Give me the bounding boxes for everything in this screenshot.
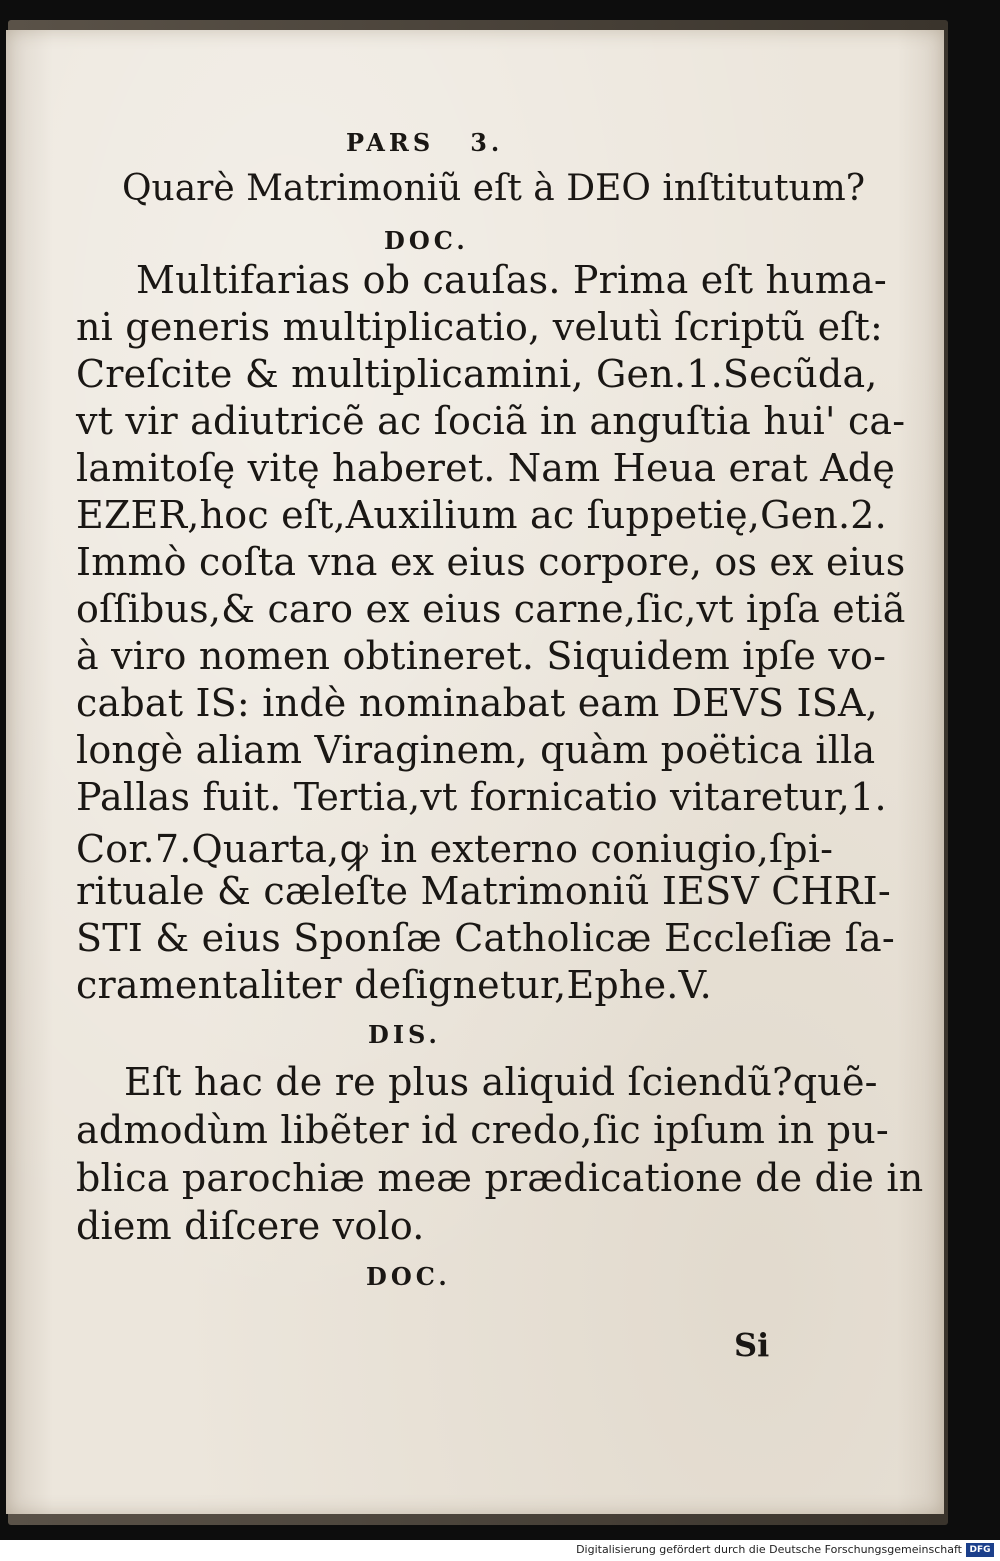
running-header (346, 128, 546, 157)
text-line: rituale & cæleſte Matrimoniũ IESV CHRI- (76, 869, 891, 913)
text-line: Creſcite & multiplicamini, Gen.1.Secũda, (76, 352, 878, 396)
text-line: cramentaliter deſignetur,Ephe.V. (76, 963, 712, 1007)
text-line: blica parochiæ meæ prædicatione de die in (76, 1156, 924, 1200)
text-line: diem diſcere volo. (76, 1204, 425, 1248)
text-line: EZER,hoc eſt,Auxilium ac ſuppetię,Gen.2. (76, 493, 887, 537)
text-line: ni generis multiplicatio, velutì ſcriptũ eſt: (76, 305, 884, 349)
header-number: 3. (470, 128, 504, 157)
text-line: lamitoſę vitę haberet. Nam Heua erat Adę (76, 446, 896, 490)
footer-bar (0, 1540, 1000, 1561)
question-title: Quarè Matrimoniũ eſt à DEO inſtitutum? (122, 168, 866, 209)
text-line: à viro nomen obtineret. Siquidem ipſe vo- (76, 634, 887, 678)
catchword: Si (734, 1326, 770, 1364)
book-page (6, 30, 944, 1514)
text-line: cabat IS: indè nominabat eam DEVS ISA, (76, 681, 878, 725)
header-pars: PARS (346, 128, 435, 157)
text-line: Immò coſta vna ex eius corpore, os ex eius (76, 540, 906, 584)
text-line: Pallas fuit. Tertia,vt fornicatio vitaretur,1. (76, 775, 887, 819)
text-line: STI & eius Sponſæ Catholicæ Eccleſiæ ſa- (76, 916, 895, 960)
text-line: admodùm libẽter id credo,ſic ipſum in pu- (76, 1108, 889, 1152)
text-line: longè aliam Viraginem, quàm poëtica illa (76, 728, 876, 772)
text-line: Multifarias ob cauſas. Prima eſt huma- (136, 258, 887, 302)
text-line: Eſt hac de re plus aliquid ſciendũ?quẽ- (124, 1060, 878, 1104)
speaker-label-doc-2: DOC. (366, 1262, 451, 1291)
dfg-logo[interactable]: DFG (966, 1543, 994, 1557)
text-line: Cor.7.Quarta,ꝙ in externo coniugio,ſpi- (76, 827, 834, 871)
funding-notice: Digitalisierung gefördert durch die Deutsche Forschungsgemeinschaft (576, 1543, 962, 1556)
text-line: oſſibus,& caro ex eius carne,ſic,vt ipſa etiã (76, 587, 906, 631)
text-line: vt vir adiutricẽ ac ſociã in anguſtia hui' ca- (76, 399, 906, 443)
speaker-label-dis: DIS. (368, 1020, 441, 1049)
speaker-label-doc: DOC. (384, 226, 469, 255)
